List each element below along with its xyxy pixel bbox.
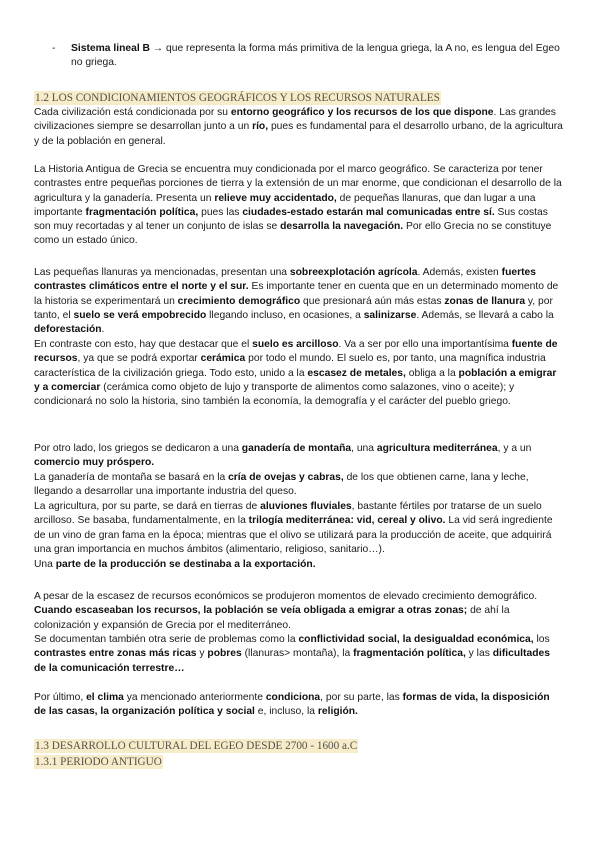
text-run: (llanuras> montaña), la — [241, 648, 354, 660]
bold-term: formas de vida, la disposición de las casas, la organización política y social — [34, 692, 550, 718]
bold-term: río, — [252, 121, 269, 133]
text-run: de los que obtienen carne, lana y leche, llegando a desarrollar una importante industria del queso. — [34, 472, 529, 498]
bold-term: trilogía mediterránea: vid, cereal y olivo. — [248, 515, 446, 527]
text-run: . Además, se llevará a cabo la — [416, 309, 554, 321]
text-run: (cerámica como objeto de lujo y transporte de alimentos como salazones, vino o aceite); y condicionará no solo la historia, sino también la economía, la demografía y el carácter del pueblo griego. — [34, 381, 515, 408]
text-run: de pequeñas llanuras, que dan lugar a una importante — [34, 192, 536, 218]
text-run: obliga a la — [405, 367, 459, 379]
text-run: Por otro lado, los griegos se dedicaron a una — [34, 443, 242, 454]
bold-term: agricultura mediterránea — [376, 443, 498, 454]
bold-term: ganadería de montaña — [241, 443, 352, 454]
bold-term: escasez de metales, — [307, 367, 406, 379]
bold-term: fuertes contrastes climáticos entre el norte y el sur. — [34, 267, 536, 293]
bold-term: salinizarse — [363, 309, 417, 321]
paragraph-emigration — [34, 590, 564, 633]
bold-term: contrastes entre zonas más ricas — [34, 648, 197, 660]
paragraph-livestock — [34, 471, 564, 500]
text-run: Cada civilización está condicionada por su — [34, 107, 231, 118]
text-run: de ahí la colonización y expansión de Grecia por el mediterráneo. — [34, 605, 510, 631]
bold-term: cerámica — [200, 353, 246, 365]
text-run: Se documentan también otra serie de problemas como la — [34, 634, 299, 645]
text-run: Por último, — [34, 692, 87, 703]
bold-term: relieve muy accidentado, — [214, 192, 337, 204]
paragraph-plains — [34, 266, 564, 337]
bold-term: conflictividad social, la desigualdad económica, — [298, 634, 534, 645]
text-run: y — [196, 648, 208, 660]
bold-term: religión. — [317, 706, 358, 718]
text-run: La ganadería de montaña se basará en la — [34, 472, 229, 483]
text-run: que presionará aún más estas — [300, 295, 445, 307]
bold-term: pobres — [207, 648, 242, 660]
bold-term: sobreexplotación agrícola — [289, 267, 418, 278]
bold-term: ciudades-estado estarán mal comunicadas entre sí. — [242, 206, 495, 218]
paragraph-clay-soil — [34, 338, 564, 409]
section-heading-1-3: 1.3 DESARROLLO CULTURAL DEL EGEO DESDE 2700 - 1600 a.C — [35, 740, 358, 752]
paragraph-export — [34, 558, 564, 572]
bold-term: dificultades de la comunicación terrestre… — [34, 648, 550, 674]
text-run: Por ello Grecia no se constituye como un estado único. — [34, 221, 552, 247]
bullet-text — [71, 42, 562, 71]
paragraph-problems — [34, 633, 564, 676]
text-run: , ya que se podrá exportar — [77, 353, 201, 365]
text-run: , bastante fértiles por tratarse de un suelo arcilloso. Se basaba, fundamentalmente, en la — [34, 501, 542, 527]
text-run: . Además, existen — [417, 267, 502, 278]
text-run: y las — [465, 648, 493, 660]
bold-term: zonas de llanura — [444, 295, 526, 307]
text-run: y, por tanto, el — [34, 295, 553, 321]
text-run: . Las grandes civilizaciones siempre se desarrollan junto a un — [34, 107, 556, 133]
text-run: Sus costas son muy recortadas y al tener un conjunto de islas se — [34, 206, 548, 233]
text-run: pues las — [198, 206, 243, 218]
text-run: , por su parte, las — [320, 692, 403, 703]
text-run: Una — [34, 559, 56, 570]
text-run: , y a un — [497, 443, 532, 454]
text-run: La Historia Antigua de Grecia se encuentra muy condicionada por el marco geográfico. Se caracteriza por tener contrastes entre pequeñas porciones de tierra y la extensión de un mar enorme, que condicionan el desarrollo de la agricultura y la ganadería. Presenta un — [34, 164, 562, 204]
text-run: La vid será ingrediente de un vino de gran fama en la época; mientras que el olivo se utilizará para la producción de aceite, que adquirirá una gran importancia en muchos ámbitos (alimentario, religioso, sanitario…). — [34, 515, 553, 555]
text-run: En contraste con esto, hay que destacar que el — [34, 339, 253, 350]
text-run: → que representa la forma más primitiva de la lengua griega, la A no, es lengua del Egeo no griega. — [71, 43, 560, 69]
paragraph-activities — [34, 442, 564, 471]
bold-term: población a emigrar y a comerciar — [34, 367, 557, 393]
bold-term: crecimiento demográfico — [177, 295, 301, 307]
paragraph-geography — [34, 163, 564, 249]
bold-term: parte de la producción se destinaba a la exportación. — [55, 559, 316, 570]
text-run: Las pequeñas llanuras ya mencionadas, presentan una — [34, 267, 290, 278]
text-run: pues es fundamental para el desarrollo urbano, de la agricultura y de la población en general. — [34, 121, 563, 147]
text-run: Es importante tener en cuenta que en un determinado momento de la historia se experimentará un — [34, 281, 559, 307]
bold-term: Sistema lineal B — [71, 43, 150, 54]
text-run: los — [533, 634, 550, 645]
paragraph-civilization-environment — [34, 106, 564, 149]
section-heading-1-3-1: 1.3.1 PERIODO ANTIGUO — [35, 756, 162, 768]
bold-term: desarrolla la navegación. — [280, 221, 404, 233]
text-run: e, incluso, la — [254, 706, 318, 718]
bold-term: cría de ovejas y cabras, — [228, 472, 344, 483]
text-run: llegando incluso, en ocasiones, a — [206, 309, 364, 321]
bold-term: fragmentación política, — [353, 648, 466, 660]
bold-term: Cuando escaseaban los recursos, la población se veía obligada a emigrar a otras zonas; — [34, 605, 468, 617]
text-run: , una — [351, 443, 377, 454]
bold-term: deforestación — [34, 324, 102, 336]
text-run: por todo el mundo. El suelo es, por tanto, una magnífica industria característica de la civilización griega. Todo esto, unido a la — [34, 353, 546, 379]
bold-term: fragmentación política, — [85, 206, 199, 218]
bold-term: el clima — [86, 692, 124, 703]
text-run: . — [101, 324, 105, 336]
text-run: A pesar de la escasez de recursos económicos se produjeron momentos de elevado crecimiento demográfico. — [34, 591, 538, 602]
text-run: . Va a ser por ello una importantísima — [338, 339, 512, 350]
bold-term: suelo es arcilloso — [252, 339, 339, 350]
paragraph-climate — [34, 691, 564, 720]
bullet-dash: - — [52, 43, 56, 54]
bullet-item-linear-b — [52, 42, 562, 71]
paragraph-agriculture — [34, 500, 564, 557]
section-heading-1-2: 1.2 LOS CONDICIONAMIENTOS GEOGRÁFICOS Y LOS RECURSOS NATURALES — [35, 92, 440, 104]
text-run: La agricultura, por su parte, se dará en tierras de — [34, 501, 261, 512]
bold-term: aluviones fluviales — [260, 501, 352, 512]
bold-term: comercio muy próspero. — [34, 457, 155, 469]
bold-term: fuente de recursos — [34, 339, 558, 365]
bold-term: condiciona — [265, 692, 321, 703]
bold-term: suelo se verá empobrecido — [73, 309, 207, 321]
text-run: ya mencionado anteriormente — [123, 692, 266, 703]
bold-term: entorno geográfico y los recursos de los que dispone — [230, 107, 494, 118]
